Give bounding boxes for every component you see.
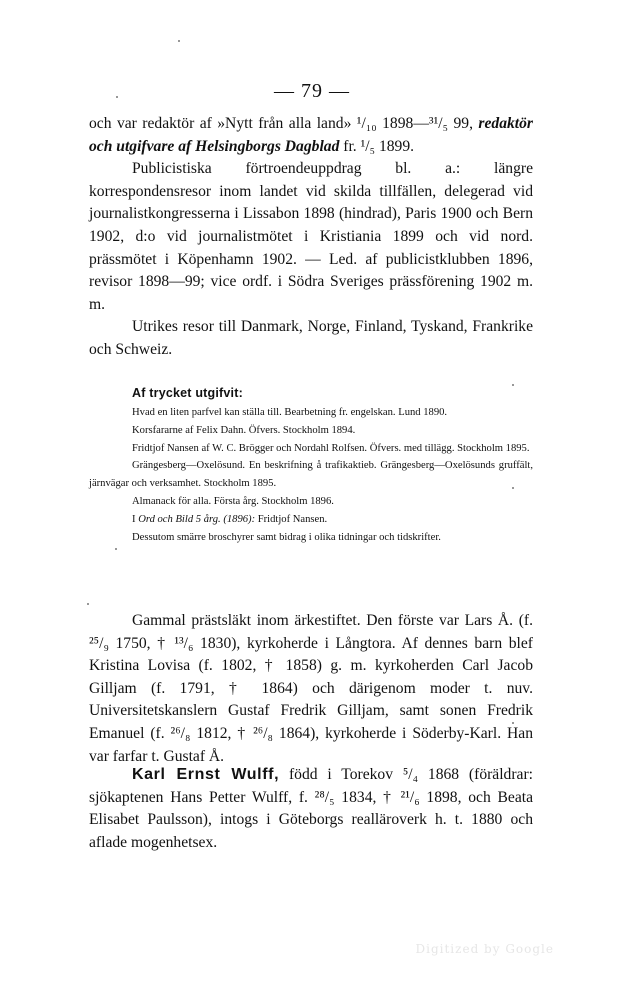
biography-entry xyxy=(89,764,533,854)
entry-paragraph xyxy=(89,764,533,854)
publication-text: Fridtjof Nansen. xyxy=(255,513,328,525)
scan-speck xyxy=(512,722,514,724)
scan-speck xyxy=(116,96,118,98)
publication-item: Fridtjof Nansen af W. C. Brögger och Nordahl Rolfsen. Öfvers. med tillägg. Stockholm 1895. xyxy=(132,442,530,454)
publication-text: I xyxy=(132,513,139,525)
publications-heading: Af trycket utgifvit: xyxy=(132,386,243,400)
publication-item xyxy=(89,511,533,529)
publication-italic-text: Ord och Bild 5 årg. (1896): xyxy=(138,513,256,525)
publication-item: Dessutom smärre broschyrer samt bidrag i olika tidningar och tidskrifter. xyxy=(132,531,441,543)
entry-text: född i Torekov ⁵/₄ 1868 (föräldrar: sjökaptenen Hans Petter Wulff, f. ²⁸/₅ 1834, † ²¹/₆ 1898, och Beata Elisabet Paulsson), intogs i Göteborgs realläroverk h. t. 1880 och aflade mogenhetsex. xyxy=(89,766,533,851)
scan-speck xyxy=(512,487,514,489)
scan-speck xyxy=(115,548,117,550)
paragraph-text: fr. ¹/₅ 1899. xyxy=(339,137,415,155)
publications-section xyxy=(89,382,533,546)
publication-item: Grängesberg—Oxelösund. En beskrifning å trafikaktieb. Grängesberg—Oxelösunds gruffält, järnvägar och verksamhet. Stockholm 1895. xyxy=(89,460,533,490)
publication-item: Almanack för alla. Första årg. Stockholm 1896. xyxy=(132,495,334,507)
biography-continuation xyxy=(89,113,533,362)
scan-speck xyxy=(178,40,180,42)
person-name: Karl Ernst Wulff, xyxy=(132,766,280,783)
scan-speck xyxy=(512,384,514,386)
page-number: — 79 — xyxy=(274,80,350,102)
publication-item: Hvad en liten parfvel kan ställa till. Bearbetning fr. engelskan. Lund 1890. xyxy=(132,407,448,418)
paragraph-public-assignments: Publicistiska förtroendeuppdrag bl. a.: längre korrespondensresor inom landet vid skilda tillfällen, delegerad vid journalistkongresserna i Lissabon 1898 (hindrad), Paris 1900 och Bern 1902, d:o vid journalistmötet i Kristiania 1899 och vid nord. prässmötet i Köpenhamn 1902. — Led. af publicistklubben 1896, revisor 1898—99; vice ordf. i Södra Sveriges prässförening 1902 m. m. xyxy=(89,160,533,313)
paragraph-travels: Utrikes resor till Danmark, Norge, Finland, Tyskand, Frankrike och Schweiz. xyxy=(89,318,533,358)
publication-item: Korsfararne af Felix Dahn. Öfvers. Stockholm 1894. xyxy=(132,424,356,436)
paragraph-editorial-career xyxy=(89,113,533,158)
watermark-text: Digitized by Google xyxy=(415,942,554,956)
paragraph-genealogy: Gammal prästsläkt inom ärkestiftet. Den förste var Lars Å. (f. ²⁵/₉ 1750, † ¹³/₆ 1830), kyrkoherde i Långtora. Af dennes barn blef Kristina Lovisa (f. 1802, † 1858) g. m. kyrkoherden Carl Jacob Gilljam (f. 1791, † 1864) och därigenom moder t. nuv. Universitetskanslern Gustaf Fredrik Gilljam, samt sonen Fredrik Emanuel (f. ²⁶/₈ 1812, † ²⁶/₈ 1864), kyrkoherde i Söderby-Karl. Han var farfar t. Gustaf Å. xyxy=(89,612,533,765)
paragraph-text: och var redaktör af »Nytt från alla land» ¹/₁₀ 1898—³¹/₅ 99, xyxy=(89,115,479,132)
emphasized-text: redaktör och utgifvare af Helsingborgs Dagblad xyxy=(89,115,533,155)
scan-speck xyxy=(87,603,89,605)
genealogy-section xyxy=(89,610,533,768)
